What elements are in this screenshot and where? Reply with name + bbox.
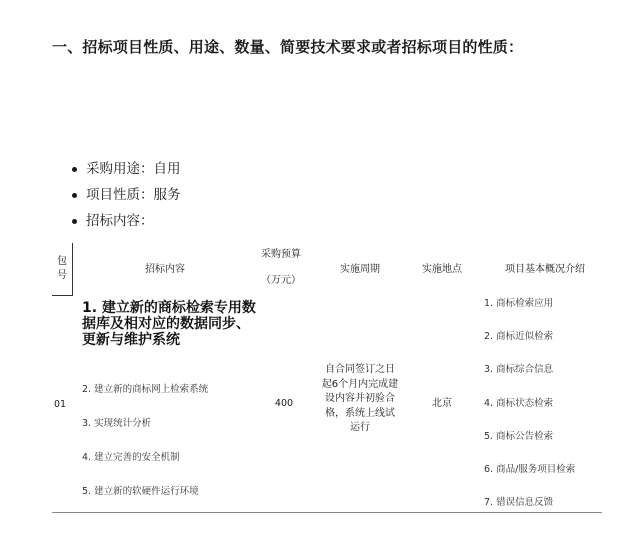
bullet-content: 招标内容：	[70, 208, 181, 234]
header-package-line2: 号	[57, 270, 67, 281]
header-content: 招标内容	[145, 264, 185, 275]
period-line-3: 设内容并初验合	[325, 393, 395, 404]
bullet-nature: 项目性质：服务	[70, 182, 181, 208]
header-budget	[255, 248, 307, 288]
period-line-5: 运行	[350, 422, 370, 433]
overview-item-2: 2. 商标近似检索	[484, 331, 554, 342]
bullet-purpose: 采购用途：自用	[70, 156, 181, 182]
content-item-2: 2. 建立新的商标网上检索系统	[82, 384, 209, 395]
package-number: 01	[54, 399, 67, 410]
header-location: 实施地点	[422, 264, 462, 275]
overview-item-7: 7. 错误信息反馈	[484, 497, 554, 508]
overview-item-1: 1. 商标检索应用	[484, 298, 554, 309]
table-bottom-rule	[52, 512, 602, 513]
overview-item-4: 4. 商标状态检索	[484, 398, 554, 409]
content-item-main: 1. 建立新的商标检索专用数据库及相对应的数据同步、更新与维护系统	[82, 300, 256, 348]
header-budget-line1: 采购预算	[261, 249, 301, 260]
content-item-3: 3. 实现统计分析	[82, 418, 152, 429]
header-budget-line2: （万元）	[261, 275, 301, 286]
section-heading: 一、招标项目性质、用途、数量、简要技术要求或者招标项目的性质：	[52, 38, 524, 56]
overview-item-6: 6. 商品/服务项目检索	[484, 464, 576, 475]
header-period: 实施周期	[340, 264, 380, 275]
period-line-2: 起6个月内完成建	[321, 378, 399, 390]
header-overview: 项目基本概况介绍	[505, 264, 585, 275]
location-value: 北京	[432, 398, 452, 409]
bullet-list	[70, 156, 181, 234]
budget-value: 400	[274, 398, 294, 409]
period-line-1: 自合同签订之日	[325, 364, 395, 375]
overview-item-3: 3. 商标综合信息	[484, 364, 554, 375]
header-package-line1: 包	[57, 256, 67, 267]
header-package	[52, 243, 73, 296]
content-item-4: 4. 建立完善的安全机制	[82, 452, 180, 463]
overview-item-5: 5. 商标公告检索	[484, 431, 554, 442]
period-line-4: 格，系统上线试	[325, 407, 395, 419]
period-text	[318, 363, 402, 436]
content-item-5: 5. 建立新的软硬件运行环境	[82, 486, 199, 497]
